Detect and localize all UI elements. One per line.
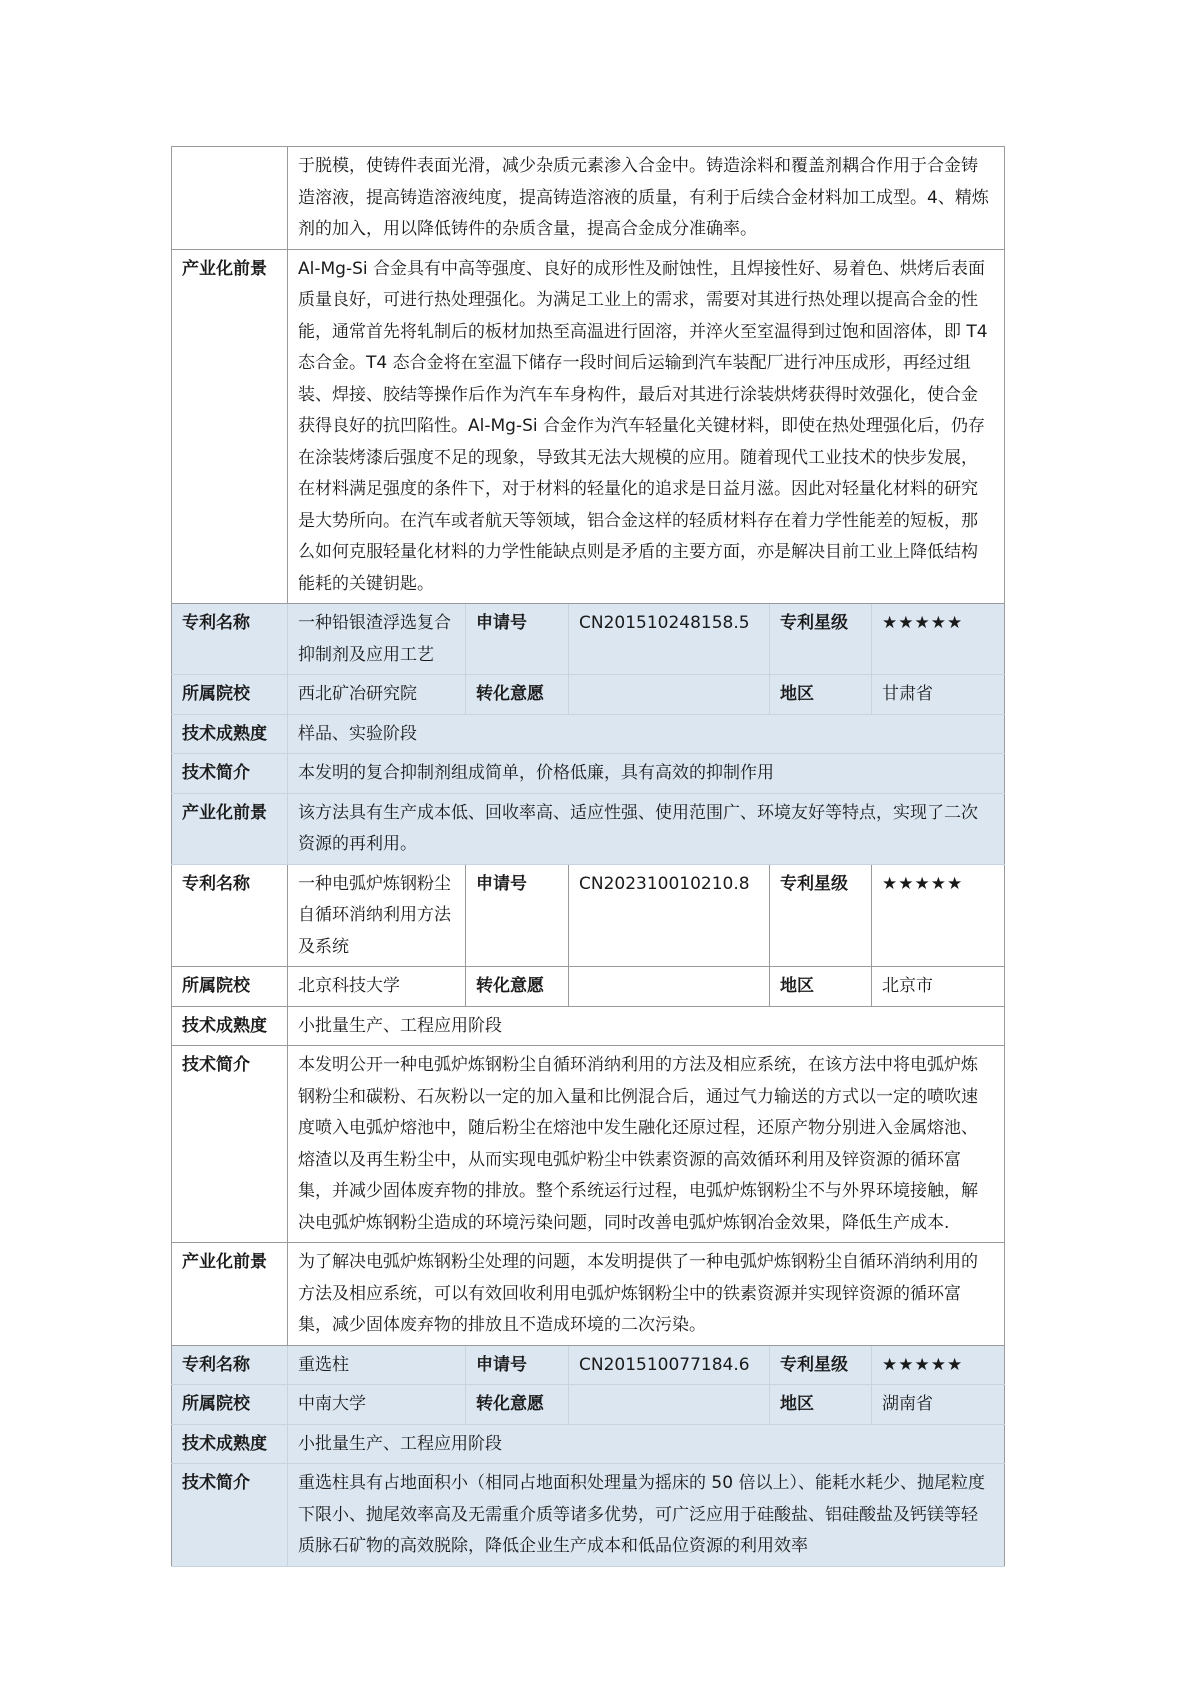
patent-1-prospect-row bbox=[172, 793, 1005, 864]
school-label: 所属院校 bbox=[172, 967, 288, 1007]
patent-2-name: 一种电弧炉炼钢粉尘自循环消纳利用方法及系统 bbox=[288, 864, 466, 967]
app-no-label: 申请号 bbox=[466, 1345, 569, 1385]
intent-label: 转化意愿 bbox=[466, 675, 569, 715]
patent-1-summary-row bbox=[172, 754, 1005, 794]
rating-label: 专利星级 bbox=[770, 1345, 872, 1385]
name-label: 专利名称 bbox=[172, 604, 288, 675]
lead-summary-label bbox=[172, 147, 288, 250]
patent-1-maturity-row bbox=[172, 714, 1005, 754]
patent-3-app-no: CN201510077184.6 bbox=[569, 1345, 770, 1385]
patent-1-maturity: 样品、实验阶段 bbox=[288, 714, 1005, 754]
summary-label: 技术简介 bbox=[172, 1464, 288, 1567]
patent-3-header-row bbox=[172, 1345, 1005, 1385]
patent-3-name: 重选柱 bbox=[288, 1345, 466, 1385]
patent-1-header-row bbox=[172, 604, 1005, 675]
app-no-label: 申请号 bbox=[466, 604, 569, 675]
prospect-label: 产业化前景 bbox=[172, 249, 288, 604]
lead-prospect-row bbox=[172, 249, 1005, 604]
maturity-label: 技术成熟度 bbox=[172, 1006, 288, 1046]
prospect-label: 产业化前景 bbox=[172, 793, 288, 864]
lead-summary-row bbox=[172, 147, 1005, 250]
patent-2-region: 北京市 bbox=[872, 967, 1005, 1007]
region-label: 地区 bbox=[770, 1385, 872, 1425]
school-label: 所属院校 bbox=[172, 675, 288, 715]
patent-3-summary: 重选柱具有占地面积小（相同占地面积处理量为摇床的 50 倍以上）、能耗水耗少、抛尾粒度下限小、抛尾效率高及无需重介质等诸多优势，可广泛应用于硅酸盐、铝硅酸盐及钙镁等轻质脉石矿物的高效脱除，降低企业生产成本和低品位资源的利用效率 bbox=[288, 1464, 1005, 1567]
patent-2-summary: 本发明公开一种电弧炉炼钢粉尘自循环消纳利用的方法及相应系统，在该方法中将电弧炉炼钢粉尘和碳粉、石灰粉以一定的加入量和比例混合后，通过气力输送的方式以一定的喷吹速度喷入电弧炉熔池中，随后粉尘在熔池中发生融化还原过程，还原产物分别进入金属熔池、熔渣以及再生粉尘中，从而实现电弧炉粉尘中铁素资源的高效循环利用及锌资源的循环富集，并减少固体废弃物的排放。整个系统运行过程，电弧炉炼钢粉尘不与外界环境接触，解决电弧炉炼钢粉尘造成的环境污染问题，同时改善电弧炉炼钢冶金效果，降低生产成本. bbox=[288, 1046, 1005, 1243]
intent-label: 转化意愿 bbox=[466, 967, 569, 1007]
region-label: 地区 bbox=[770, 967, 872, 1007]
patent-table bbox=[171, 146, 1005, 1567]
patent-3-intent bbox=[569, 1385, 770, 1425]
patent-1-rating: ★★★★★ bbox=[872, 604, 1005, 675]
patent-2-maturity: 小批量生产、工程应用阶段 bbox=[288, 1006, 1005, 1046]
name-label: 专利名称 bbox=[172, 1345, 288, 1385]
lead-summary-text: 于脱模，使铸件表面光滑，减少杂质元素渗入合金中。铸造涂料和覆盖剂耦合作用于合金铸造溶液，提高铸造溶液纯度，提高铸造溶液的质量，有利于后续合金材料加工成型。4、精炼剂的加入，用以降低铸件的杂质含量，提高合金成分准确率。 bbox=[288, 147, 1005, 250]
rating-label: 专利星级 bbox=[770, 604, 872, 675]
patent-2-school-row bbox=[172, 967, 1005, 1007]
summary-label: 技术简介 bbox=[172, 754, 288, 794]
patent-2-intent bbox=[569, 967, 770, 1007]
app-no-label: 申请号 bbox=[466, 864, 569, 967]
patent-2-app-no: CN202310010210.8 bbox=[569, 864, 770, 967]
prospect-label: 产业化前景 bbox=[172, 1243, 288, 1346]
patent-2-header-row bbox=[172, 864, 1005, 967]
rating-label: 专利星级 bbox=[770, 864, 872, 967]
patent-2-maturity-row bbox=[172, 1006, 1005, 1046]
patent-3-maturity-row bbox=[172, 1424, 1005, 1464]
patent-1-school: 西北矿冶研究院 bbox=[288, 675, 466, 715]
patent-1-summary: 本发明的复合抑制剂组成简单，价格低廉，具有高效的抑制作用 bbox=[288, 754, 1005, 794]
patent-1-prospect: 该方法具有生产成本低、回收率高、适应性强、使用范围广、环境友好等特点，实现了二次资源的再利用。 bbox=[288, 793, 1005, 864]
patent-1-app-no: CN201510248158.5 bbox=[569, 604, 770, 675]
patent-2-school: 北京科技大学 bbox=[288, 967, 466, 1007]
patent-2-prospect: 为了解决电弧炉炼钢粉尘处理的问题，本发明提供了一种电弧炉炼钢粉尘自循环消纳利用的方法及相应系统，可以有效回收利用电弧炉炼钢粉尘中的铁素资源并实现锌资源的循环富集，减少固体废弃物的排放且不造成环境的二次污染。 bbox=[288, 1243, 1005, 1346]
patent-1-school-row bbox=[172, 675, 1005, 715]
school-label: 所属院校 bbox=[172, 1385, 288, 1425]
patent-3-region: 湖南省 bbox=[872, 1385, 1005, 1425]
patent-1-name: 一种铅银渣浮选复合抑制剂及应用工艺 bbox=[288, 604, 466, 675]
maturity-label: 技术成熟度 bbox=[172, 1424, 288, 1464]
patent-3-school: 中南大学 bbox=[288, 1385, 466, 1425]
summary-label: 技术简介 bbox=[172, 1046, 288, 1243]
patent-3-rating: ★★★★★ bbox=[872, 1345, 1005, 1385]
patent-1-intent bbox=[569, 675, 770, 715]
patent-3-maturity: 小批量生产、工程应用阶段 bbox=[288, 1424, 1005, 1464]
patent-3-school-row bbox=[172, 1385, 1005, 1425]
maturity-label: 技术成熟度 bbox=[172, 714, 288, 754]
patent-2-prospect-row bbox=[172, 1243, 1005, 1346]
patent-2-rating: ★★★★★ bbox=[872, 864, 1005, 967]
region-label: 地区 bbox=[770, 675, 872, 715]
prospect-text: Al-Mg-Si 合金具有中高等强度、良好的成形性及耐蚀性，且焊接性好、易着色、烘烤后表面质量良好，可进行热处理强化。为满足工业上的需求，需要对其进行热处理以提高合金的性能，通常首先将轧制后的板材加热至高温进行固溶，并淬火至室温得到过饱和固溶体，即 T4 态合金。T4 态合金将在室温下储存一段时间后运输到汽车装配厂进行冲压成形，再经过组装、焊接、胶结等操作后作为汽车车身构件，最后对其进行涂装烘烤获得时效强化，使合金获得良好的抗凹陷性。Al-Mg-Si 合金作为汽车轻量化关键材料，即使在热处理强化后，仍存在涂装烤漆后强度不足的现象，导致其无法大规模的应用。随着现代工业技术的快步发展，在材料满足强度的条件下，对于材料的轻量化的追求是日益月滋。因此对轻量化材料的研究是大势所向。在汽车或者航天等领域，铝合金这样的轻质材料存在着力学性能差的短板，那么如何克服轻量化材料的力学性能缺点则是矛盾的主要方面，亦是解决目前工业上降低结构能耗的关键钥匙。 bbox=[288, 249, 1005, 604]
patent-3-summary-row bbox=[172, 1464, 1005, 1567]
intent-label: 转化意愿 bbox=[466, 1385, 569, 1425]
patent-document bbox=[171, 146, 1004, 1567]
patent-1-region: 甘肃省 bbox=[872, 675, 1005, 715]
patent-2-summary-row bbox=[172, 1046, 1005, 1243]
name-label: 专利名称 bbox=[172, 864, 288, 967]
